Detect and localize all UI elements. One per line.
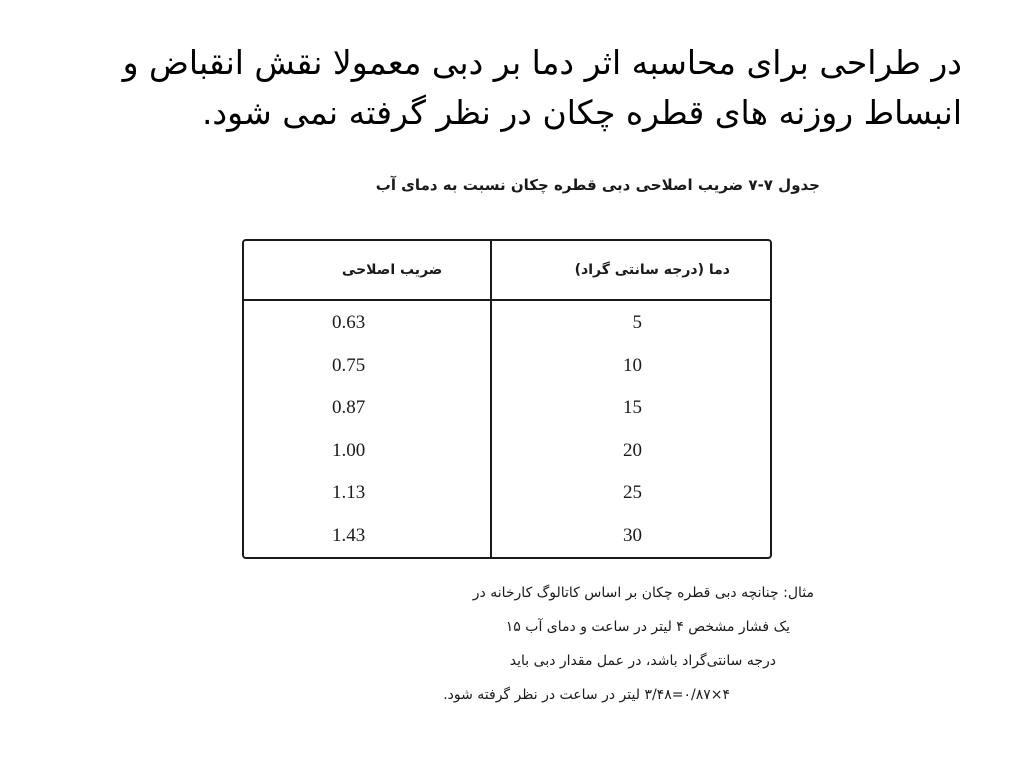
cell-coefficient: 1.43: [332, 524, 366, 546]
cell-temperature: 30: [491, 514, 770, 557]
slide-heading: در طراحی برای محاسبه اثر دما بر دبی معمولا نقش انقباض و انبساط روزنه های قطره چکان در نظر گرفته نمی شود.: [122, 43, 962, 132]
correction-table-frame: [242, 239, 772, 559]
example-line: درجه سانتی‌گراد باشد، در عمل مقدار دبی باید: [509, 653, 776, 669]
cell-temperature: 15: [491, 387, 770, 430]
header-coefficient: ضریب اصلاحی: [244, 241, 491, 300]
table-caption: جدول ۷-۷ ضریب اصلاحی دبی قطره چکان نسبت به دمای آب: [375, 176, 820, 194]
example-text: [232, 576, 814, 712]
cell-coefficient: 1.13: [332, 482, 366, 504]
table-row: [244, 300, 770, 344]
cell-temperature: 5: [491, 300, 770, 344]
cell-coefficient: 0.75: [332, 354, 366, 376]
correction-table: [244, 241, 770, 557]
cell-coefficient: 0.87: [332, 397, 366, 419]
cell-coefficient: 1.00: [332, 439, 366, 461]
header-temperature: دما (درجه سانتی گراد): [491, 241, 770, 300]
table-row: [244, 514, 770, 557]
table-row: [244, 344, 770, 387]
table-row: [244, 387, 770, 430]
table-row: [244, 429, 770, 472]
cell-temperature: 10: [491, 344, 770, 387]
cell-coefficient: 0.63: [332, 311, 366, 333]
example-line: ۴×۰/۸۷=۳/۴۸ لیتر در ساعت در نظر گرفته شود.: [443, 687, 730, 703]
cell-temperature: 20: [491, 429, 770, 472]
example-line: یک فشار مشخص ۴ لیتر در ساعت و دمای آب ۱۵: [505, 619, 790, 635]
example-line: مثال: چنانچه دبی قطره چکان بر اساس کاتالوگ کارخانه در: [472, 585, 814, 601]
table-row: [244, 472, 770, 515]
table-header-row: [244, 241, 770, 300]
cell-temperature: 25: [491, 472, 770, 515]
